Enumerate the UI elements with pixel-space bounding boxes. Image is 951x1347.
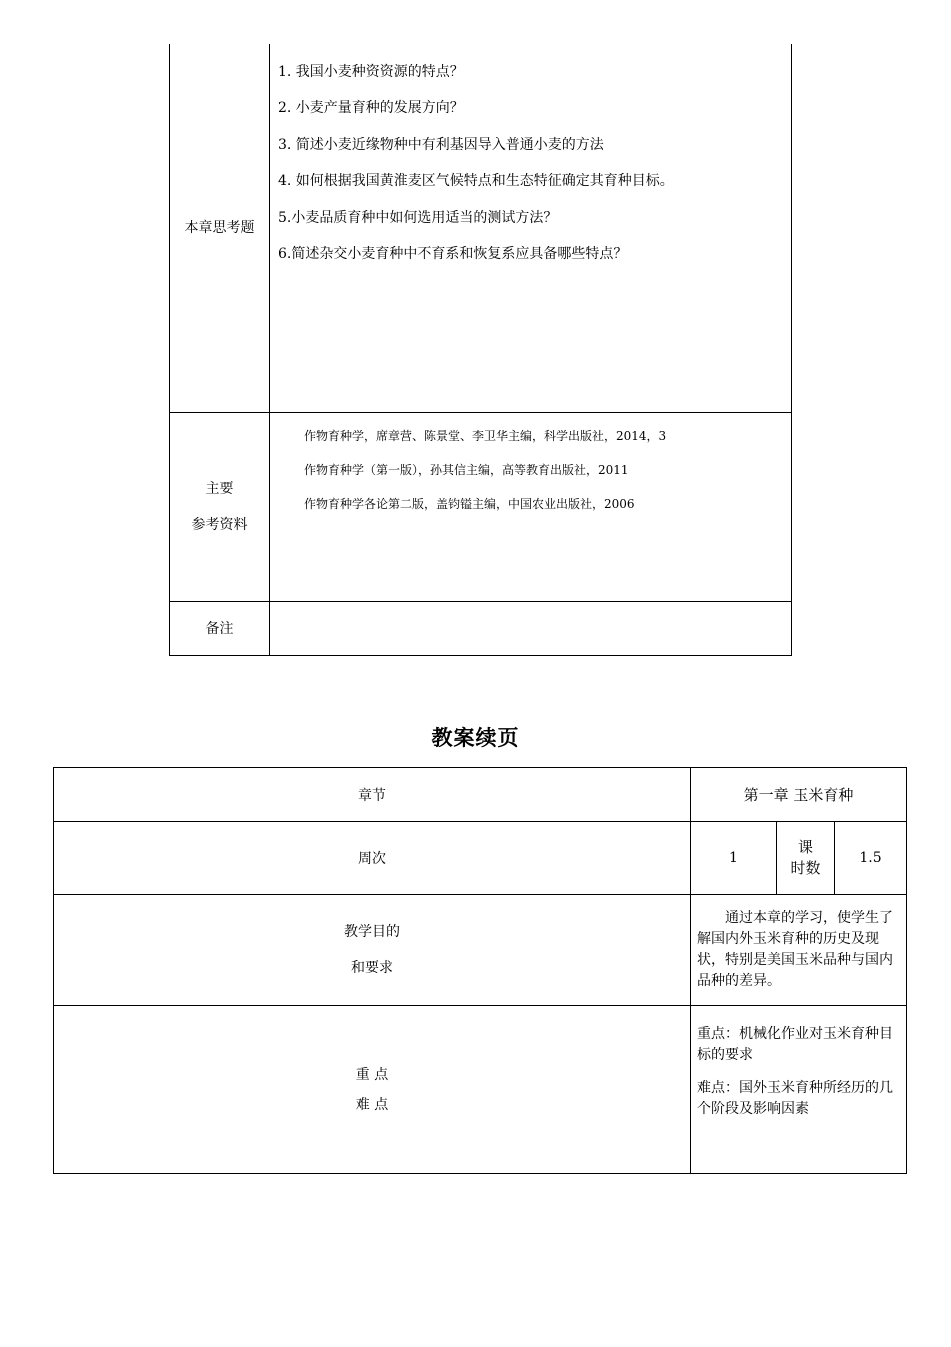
question-item: 2. 小麦产量育种的发展方向？ xyxy=(278,100,464,117)
reference-item: 作物育种学各论第二版，盖钧镒主编，中国农业出版社，2006 xyxy=(304,497,635,511)
week-label: 周次 xyxy=(54,822,691,895)
objectives-label: 教学目的 和要求 xyxy=(54,895,691,1006)
question-item: 3. 简述小麦近缘物种中有利基因导入普通小麦的方法 xyxy=(278,136,604,153)
key-point: 重点：机械化作业对玉米育种目标的要求 xyxy=(697,1026,893,1063)
lesson-plan-table xyxy=(53,767,907,1174)
reference-list xyxy=(270,413,791,601)
chapter-value: 第一章 玉米育种 xyxy=(691,768,907,822)
references-cell xyxy=(270,413,792,602)
remarks-value xyxy=(270,602,792,656)
hours-value: 1.5 xyxy=(835,822,907,895)
references-label: 主要 参考资料 xyxy=(170,413,270,602)
chapter-end-table xyxy=(169,44,792,656)
section-title: 教案续页 xyxy=(431,726,520,750)
difficult-point: 难点：国外玉米育种所经历的几个阶段及影响因素 xyxy=(697,1080,893,1117)
week-value: 1 xyxy=(691,822,777,895)
question-item: 5.小麦品质育种中如何选用适当的测试方法？ xyxy=(278,209,558,226)
keypoints-text xyxy=(691,1006,907,1174)
question-item: 6.简述杂交小麦育种中不育系和恢复系应具备哪些特点？ xyxy=(278,245,628,262)
objectives-text: 通过本章的学习，使学生了解国内外玉米育种的历史及现状，特别是美国玉米品种与国内品种的差异。 xyxy=(691,895,907,1006)
objectives-row xyxy=(54,895,907,1006)
keypoints-label: 重 点 难 点 xyxy=(54,1006,691,1174)
references-row xyxy=(170,413,792,602)
reference-item: 作物育种学（第一版），孙其信主编，高等教育出版社，2011 xyxy=(304,463,629,477)
question-item: 1. 我国小麦种资资源的特点？ xyxy=(278,64,464,80)
remarks-label: 备注 xyxy=(170,602,270,656)
chapter-label: 章节 xyxy=(54,768,691,822)
questions-cell xyxy=(270,44,792,413)
week-row xyxy=(54,822,907,895)
hours-label: 课 时数 xyxy=(777,822,835,895)
question-list xyxy=(270,44,791,412)
reference-item: 作物育种学，席章营、陈景堂、李卫华主编，科学出版社，2014，3 xyxy=(304,429,667,443)
remarks-row xyxy=(170,602,792,656)
question-item: 4. 如何根据我国黄淮麦区气候特点和生态特征确定其育种目标。 xyxy=(278,173,674,190)
keypoints-row xyxy=(54,1006,907,1174)
questions-label: 本章思考题 xyxy=(170,44,270,413)
chapter-row xyxy=(54,768,907,822)
questions-row xyxy=(170,44,792,413)
